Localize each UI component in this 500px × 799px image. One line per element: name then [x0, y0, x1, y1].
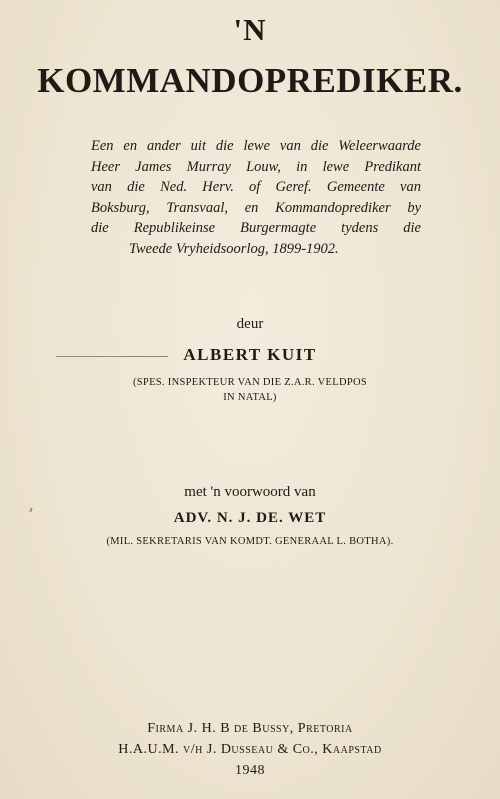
pre-title: 'N — [233, 12, 267, 47]
publisher-line: Firma J. H. B de Bussy, Pretoria — [147, 721, 353, 736]
subtitle-line: Tweede Vryheidsoorlog, 1899-1902. — [129, 240, 339, 257]
author-role-line: IN NATAL) — [223, 392, 277, 403]
subtitle-line: Boksburg, Transvaal, en Kommandoprediker by — [91, 199, 421, 216]
subtitle-block — [91, 136, 421, 259]
author-role-line: (SPES. INSPEKTEUR VAN DIE Z.A.R. VELDPOS — [133, 377, 367, 388]
publisher-line: H.A.U.M. v/h J. Dusseau & Co., Kaapstad — [118, 742, 382, 757]
publication-year: 1948 — [235, 763, 265, 778]
subtitle-line: die Republikeinse Burgermagte tydens die — [91, 220, 421, 236]
book-title: KOMMANDOPREDIKER. — [37, 61, 463, 100]
subtitle-line: Heer James Murray Louw, in lewe Predikant — [91, 158, 421, 175]
by-label: deur — [236, 316, 264, 332]
author-name: ALBERT KUIT — [183, 345, 317, 364]
subtitle-line: Een en ander uit die lewe van die Weleerwaarde — [91, 138, 421, 154]
publisher-imprint — [0, 718, 500, 781]
author-role — [0, 375, 500, 405]
foreword-label: met 'n voorwoord van — [184, 484, 316, 500]
subtitle-line: van die Ned. Herv. of Geref. Gemeente van — [91, 179, 421, 195]
foreword-author-role: (MIL. SEKRETARIS VAN KOMDT. GENERAAL L. BOTHA). — [106, 536, 394, 547]
foreword-author: ADV. N. J. DE. WET — [173, 510, 327, 526]
